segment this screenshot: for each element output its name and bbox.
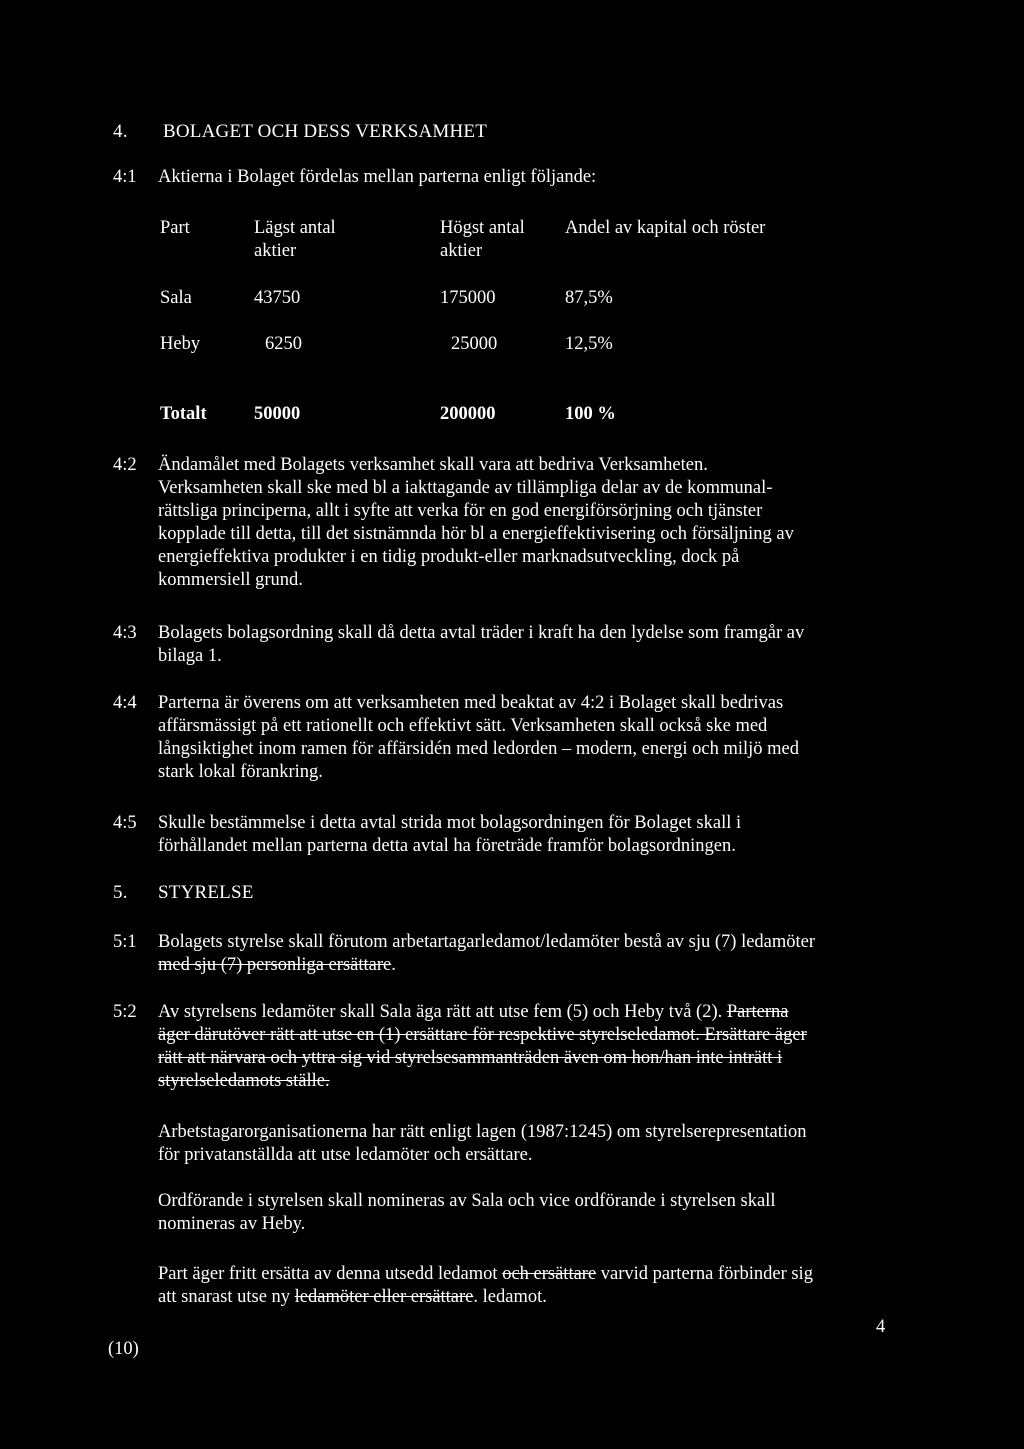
- clause-4-3-text: [158, 622, 898, 668]
- clause-4-5-number: 4:5: [113, 813, 137, 833]
- table-cell-share: 12,5%: [565, 334, 613, 354]
- chairman-paragraph: [158, 1190, 898, 1236]
- table-cell-part: Sala: [160, 288, 192, 308]
- text-line: kommersiell grund.: [158, 570, 303, 590]
- section-4-title: BOLAGET OCH DESS VERKSAMHET: [163, 121, 488, 142]
- text-line: Arbetstagarorganisationerna har rätt enligt lagen (1987:1245) om styrelserepresentation: [158, 1122, 807, 1142]
- text-line: affärsmässigt på ett rationellt och effektivt sätt. Verksamheten skall också ske med: [158, 716, 768, 736]
- table-header-share: Andel av kapital och röster: [565, 218, 766, 238]
- struck-text: Parterna: [726, 1002, 789, 1022]
- table-header-max-line2: aktier: [440, 241, 483, 261]
- text-line: Parterna är överens om att verksamheten med beaktat av 4:2 i Bolaget skall bedrivas: [158, 693, 784, 713]
- section-5-number: 5.: [113, 882, 128, 903]
- text-line: rättsliga principerna, allt i syfte att verka för en god energiförsörjning och tjänster: [158, 501, 763, 521]
- text-line: [158, 954, 898, 977]
- table-total-min: 50000: [254, 404, 301, 424]
- footer-page-count: (10): [108, 1339, 139, 1359]
- table-cell-min: 6250: [265, 334, 302, 354]
- page-number: 4: [876, 1317, 886, 1337]
- clause-4-4-number: 4:4: [113, 693, 137, 713]
- struck-text: äger därutöver rätt att utse en (1) ersättare för respektive styrelseledamot. Ersättare äger: [158, 1025, 807, 1045]
- text-line: Ändamålet med Bolagets verksamhet skall vara att bedriva Verksamheten.: [158, 455, 708, 475]
- text-line: nomineras av Heby.: [158, 1214, 306, 1234]
- table-header-part: Part: [160, 218, 190, 238]
- clause-5-1-number: 5:1: [113, 932, 137, 952]
- text-line: långsiktighet inom ramen för affärsidén med ledorden – modern, energi och miljö med: [158, 739, 799, 759]
- struck-text: och ersättare: [502, 1264, 597, 1284]
- text-span: . ledamot.: [473, 1287, 547, 1307]
- clause-5-2-text: [158, 1001, 898, 1093]
- table-cell-min: 43750: [254, 288, 301, 308]
- table-header-min-line2: aktier: [254, 241, 297, 261]
- struck-text: styrelseledamots ställe.: [158, 1071, 330, 1091]
- text-line: bilaga 1.: [158, 646, 222, 666]
- table-header-min-line1: Lägst antal: [254, 218, 336, 238]
- clause-4-5-text: [158, 812, 898, 858]
- clause-5-2-number: 5:2: [113, 1002, 137, 1022]
- table-total-share: 100 %: [565, 404, 616, 424]
- struck-text: med sju (7) personliga ersättare: [158, 955, 392, 975]
- text-line: Bolagets styrelse skall förutom arbetartagarledamot/ledamöter bestå av sju (7) ledamöter: [158, 932, 816, 952]
- text-line: [158, 1263, 898, 1286]
- text-line: stark lokal förankring.: [158, 762, 323, 782]
- clause-4-2-text: [158, 454, 898, 592]
- clause-4-1-number: 4:1: [113, 167, 137, 187]
- clause-5-1-text: [158, 931, 898, 977]
- table-header-max-line1: Högst antal: [440, 218, 525, 238]
- table-cell-share: 87,5%: [565, 288, 613, 308]
- struck-text: rätt att närvara och yttra sig vid styrelsesammanträden även om hon/han inte inträtt i: [158, 1048, 783, 1068]
- clause-4-1-text: Aktierna i Bolaget fördelas mellan parterna enligt följande:: [158, 167, 597, 187]
- section-4-number: 4.: [113, 121, 128, 142]
- text-span: varvid parterna förbinder sig: [596, 1264, 813, 1284]
- clause-4-3-number: 4:3: [113, 623, 137, 643]
- struck-text: ledamöter eller ersättare: [294, 1287, 474, 1307]
- clause-4-2-number: 4:2: [113, 455, 137, 475]
- text-line: [158, 1001, 898, 1024]
- text-span: .: [391, 955, 396, 975]
- employee-representation-paragraph: [158, 1121, 898, 1167]
- table-cell-part: Heby: [160, 334, 201, 354]
- text-line: kopplade till detta, till det sistnämnda hör bl a energieffektivisering och försäljning av: [158, 524, 794, 544]
- text-span: att snarast utse ny: [158, 1287, 295, 1307]
- text-line: för privatanställda att utse ledamöter och ersättare.: [158, 1145, 533, 1165]
- text-span: Av styrelsens ledamöter skall Sala äga rätt att utse fem (5) och Heby två (2).: [158, 1002, 727, 1022]
- text-line: Skulle bestämmelse i detta avtal strida mot bolagsordningen för Bolaget skall i: [158, 813, 742, 833]
- section-5-title: STYRELSE: [158, 882, 254, 903]
- table-cell-max: 175000: [440, 288, 496, 308]
- table-cell-max: 25000: [451, 334, 498, 354]
- replacement-paragraph: [158, 1263, 898, 1309]
- text-line: förhållandet mellan parterna detta avtal ha företräde framför bolagsordningen.: [158, 836, 736, 856]
- table-total-max: 200000: [440, 404, 496, 424]
- clause-4-4-text: [158, 692, 898, 784]
- text-line: Bolagets bolagsordning skall då detta avtal träder i kraft ha den lydelse som framgår av: [158, 623, 805, 643]
- text-span: Part äger fritt ersätta av denna utsedd ledamot: [158, 1264, 503, 1284]
- text-line: Verksamheten skall ske med bl a iakttagande av tillämpliga delar av de kommunal-: [158, 478, 773, 498]
- text-line: [158, 1286, 898, 1309]
- table-total-label: Totalt: [160, 404, 207, 424]
- text-line: Ordförande i styrelsen skall nomineras av Sala och vice ordförande i styrelsen skall: [158, 1191, 776, 1211]
- text-line: energieffektiva produkter i en tidig produkt-eller marknadsutveckling, dock på: [158, 547, 740, 567]
